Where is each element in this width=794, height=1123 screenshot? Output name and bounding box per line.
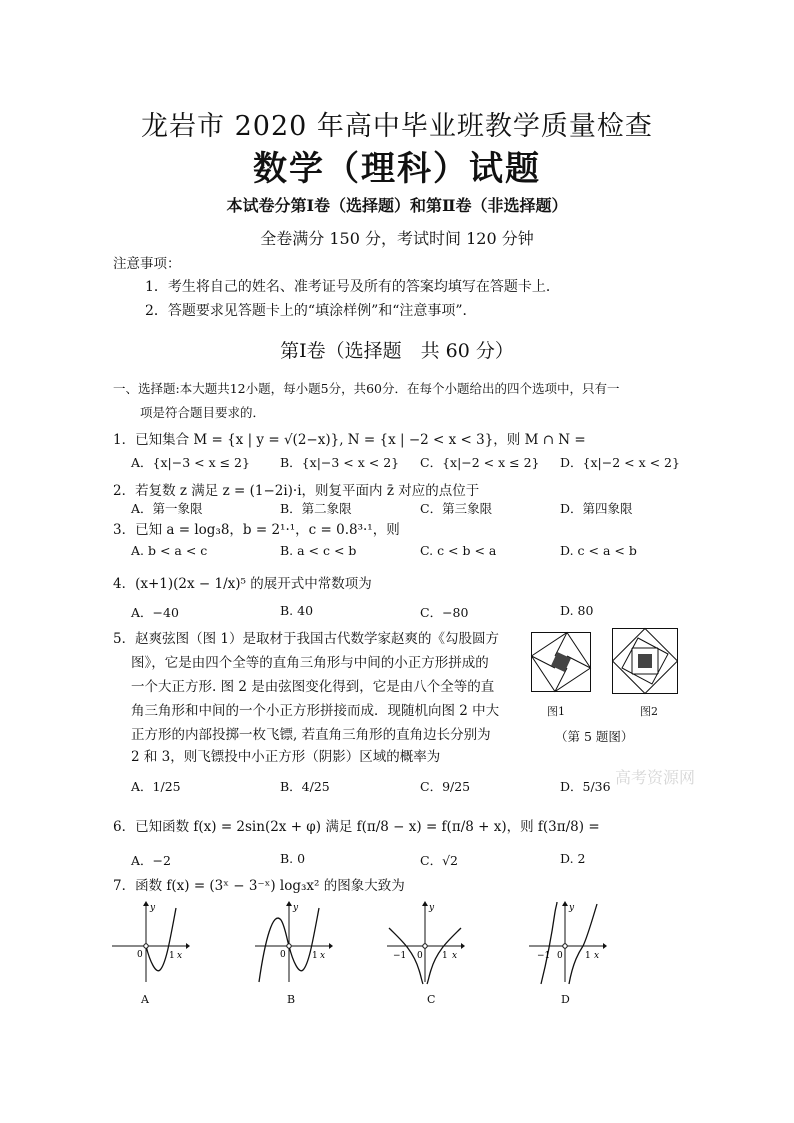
graph-b-label: B bbox=[287, 993, 296, 1006]
q5-option-c: C．9/25 bbox=[420, 779, 471, 794]
note-item: 2．答题要求见答题卡上的“填涂样例”和“注意事项”． bbox=[145, 303, 477, 319]
q1-option-d: D．{x|−2 < x < 2} bbox=[560, 455, 680, 470]
svg-text:−1: −1 bbox=[393, 951, 407, 961]
q3-option-c: C. c < b < a bbox=[420, 543, 497, 558]
figure-2-diagram bbox=[612, 628, 678, 694]
svg-text:y: y bbox=[569, 903, 575, 913]
q1-option-a: A．{x|−3 < x ≤ 2} bbox=[131, 455, 250, 470]
exam-structure: 本试卷分第Ⅰ卷（选择题）和第Ⅱ卷（非选择题） bbox=[226, 196, 568, 215]
q4-option-b: B. 40 bbox=[280, 603, 314, 618]
question-5-stem: 图》，它是由四个全等的直角三角形与中间的小正方形拼成的 bbox=[131, 655, 489, 671]
question-2-stem: 2．若复数 z 满足 z = (1−2i)·i，则复平面内 z̄ 对应的点位于 bbox=[113, 483, 480, 499]
q6-option-b: B. 0 bbox=[280, 851, 306, 866]
question-6-stem: 6．已知函数 f(x) = 2sin(2x + φ) 满足 f(π/8 − x) = f(π/8 + x)，则 f(3π/8) = bbox=[113, 819, 600, 835]
q4-option-d: D. 80 bbox=[560, 603, 594, 618]
svg-text:1: 1 bbox=[312, 951, 318, 961]
q6-option-d: D. 2 bbox=[560, 851, 586, 866]
section-title: 第Ⅰ卷（选择题 共 60 分） bbox=[280, 340, 514, 362]
svg-text:1: 1 bbox=[585, 951, 591, 961]
svg-text:0: 0 bbox=[137, 950, 143, 960]
q2-option-a: A．第一象限 bbox=[131, 501, 203, 516]
q4-option-a: A．−40 bbox=[131, 605, 179, 620]
q5-option-d: D．5/36 bbox=[560, 779, 611, 794]
score-time: 全卷满分 150 分，考试时间 120 分钟 bbox=[260, 229, 534, 248]
question-5-stem: 5．赵爽弦图（图 1）是取材于我国古代数学家赵爽的《勾股圆方 bbox=[113, 631, 499, 647]
question-1-stem: 1．已知集合 M = {x | y = √(2−x)}, N = {x | −2 < x < 3}，则 M ∩ N = bbox=[113, 432, 586, 448]
q2-option-b: B．第二象限 bbox=[280, 501, 352, 516]
question-4-stem: 4．(x+1)(2x − 1/x)⁵ 的展开式中常数项为 bbox=[113, 576, 372, 592]
graph-a bbox=[110, 900, 190, 985]
svg-text:y: y bbox=[150, 903, 156, 913]
svg-text:0: 0 bbox=[557, 951, 563, 961]
notes-heading: 注意事项： bbox=[113, 256, 181, 272]
figure-1-label: 图1 bbox=[547, 705, 565, 718]
q3-option-d: D. c < a < b bbox=[560, 543, 637, 558]
figure-2-label: 图2 bbox=[640, 705, 658, 718]
svg-text:1: 1 bbox=[442, 951, 448, 961]
question-3-stem: 3．已知 a = log₃8，b = 2¹·¹，c = 0.8³·¹，则 bbox=[113, 522, 400, 538]
q4-option-c: C．−80 bbox=[420, 605, 469, 620]
note-item: 1．考生将自己的姓名、准考证号及所有的答案均填写在答题卡上． bbox=[145, 279, 560, 295]
svg-text:x: x bbox=[320, 951, 326, 961]
q3-option-a: A. b < a < c bbox=[131, 543, 208, 558]
q2-option-d: D．第四象限 bbox=[560, 501, 633, 516]
figure-1-chord-diagram bbox=[531, 632, 591, 692]
q5-option-a: A．1/25 bbox=[131, 779, 181, 794]
q1-option-c: C．{x|−2 < x ≤ 2} bbox=[420, 455, 540, 470]
q5-option-b: B．4/25 bbox=[280, 779, 330, 794]
q6-option-c: C．√2 bbox=[420, 853, 458, 868]
section-intro-cont: 项是符合题目要求的． bbox=[140, 405, 266, 420]
svg-text:x: x bbox=[452, 951, 458, 961]
graph-d bbox=[527, 900, 607, 985]
svg-text:1: 1 bbox=[169, 951, 175, 961]
svg-text:0: 0 bbox=[280, 950, 286, 960]
q1-option-b: B．{x|−3 < x < 2} bbox=[280, 455, 400, 470]
question-5-stem: 正方形的内部投掷一枚飞镖, 若直角三角形的直角边长分别为 bbox=[131, 727, 491, 743]
q2-option-c: C．第三象限 bbox=[420, 501, 493, 516]
graph-c-label: C bbox=[427, 993, 436, 1006]
q6-option-a: A．−2 bbox=[131, 853, 171, 868]
question-5-stem: 一个大正方形. 图 2 是由弦图变化得到，它是由八个全等的直 bbox=[131, 679, 495, 695]
graph-d-label: D bbox=[561, 993, 570, 1006]
svg-text:y: y bbox=[429, 903, 435, 913]
question-5-stem: 2 和 3，则飞镖投中小正方形（阴影）区域的概率为 bbox=[131, 749, 441, 765]
svg-text:−1: −1 bbox=[537, 951, 551, 961]
figure-caption: （第 5 题图） bbox=[555, 729, 634, 744]
graph-a-label: A bbox=[141, 993, 149, 1006]
svg-text:0: 0 bbox=[417, 951, 423, 961]
graph-b bbox=[253, 900, 333, 985]
q3-option-b: B. a < c < b bbox=[280, 543, 357, 558]
svg-text:y: y bbox=[293, 903, 299, 913]
section-intro: 一、选择题:本大题共12小题，每小题5分，共60分．在每个小题给出的四个选项中，只有一 bbox=[113, 381, 620, 396]
graph-c bbox=[385, 900, 465, 985]
watermark: 高考资源网 bbox=[615, 768, 696, 787]
question-7-stem: 7．函数 f(x) = (3ˣ − 3⁻ˣ) log₃x² 的图象大致为 bbox=[113, 878, 405, 894]
svg-text:x: x bbox=[177, 951, 183, 961]
exam-title: 龙岩市 2020 年高中毕业班教学质量检查 bbox=[141, 111, 653, 142]
svg-text:x: x bbox=[594, 951, 600, 961]
question-5-stem: 角三角形和中间的一个小正方形拼接而成．现随机向图 2 中大 bbox=[131, 703, 500, 719]
exam-subject: 数学（理科）试题 bbox=[253, 149, 541, 189]
